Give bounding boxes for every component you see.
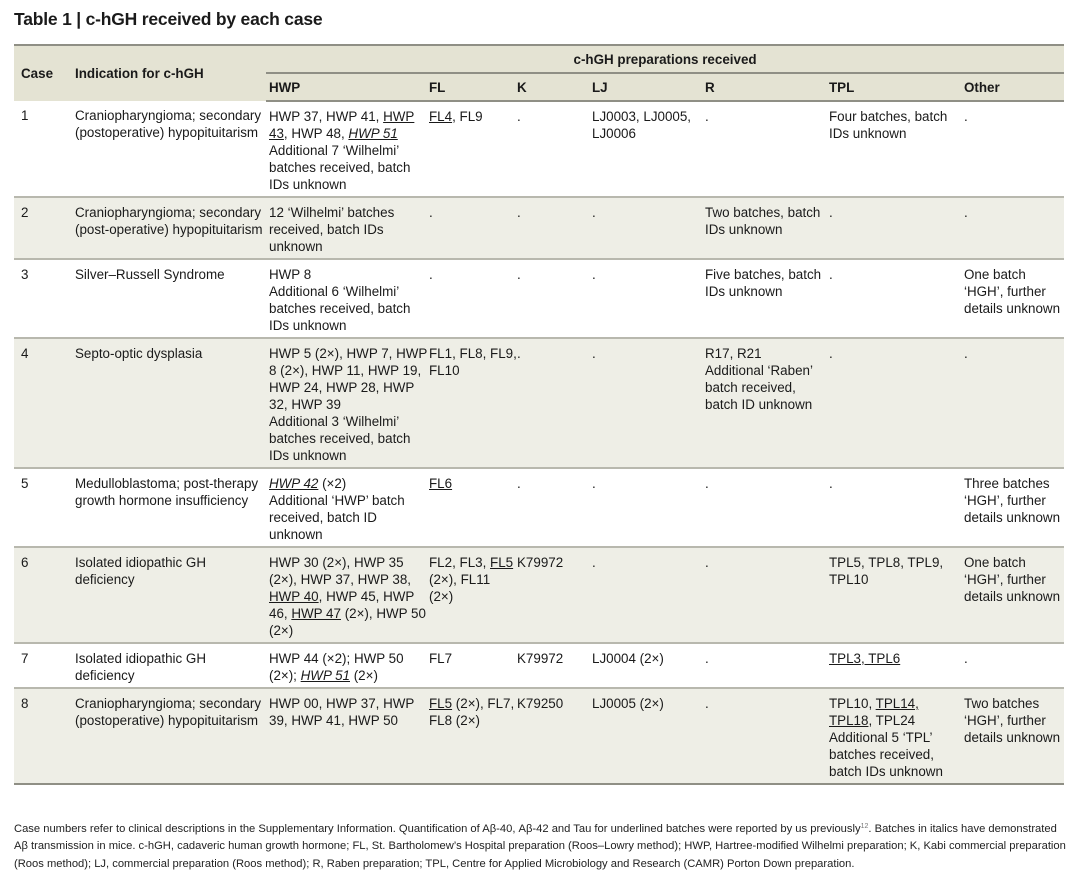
- table-row: [14, 688, 1064, 784]
- cell-r: .: [705, 651, 709, 666]
- cell-tpl: TPL5, TPL8, TPL9, TPL10: [829, 547, 964, 643]
- cell-k: K79972: [517, 547, 592, 643]
- cell-k: .: [517, 267, 521, 282]
- table-row: [14, 101, 1064, 197]
- reference-superscript: 12: [860, 823, 869, 830]
- header-group: c-hGH preparations received: [266, 45, 1064, 73]
- cell-lj: LJ0004 (2×): [592, 651, 664, 666]
- cell-hwp: HWP 8 Additional 6 ‘Wilhelmi’ batches received, batch IDs unknown: [269, 267, 411, 333]
- cell-case: 4: [14, 338, 71, 468]
- cell-case: 7: [21, 651, 29, 666]
- cell-case: 5: [21, 476, 29, 491]
- cell-r: .: [705, 547, 829, 643]
- cell-k: .: [517, 476, 521, 491]
- cell-indication: Septo-optic dysplasia: [71, 338, 266, 468]
- cell-fl: .: [429, 267, 433, 282]
- cell-r: Five batches, batch IDs unknown: [705, 267, 822, 299]
- cell-case: 3: [21, 267, 29, 282]
- cell-other: One batch ‘HGH’, further details unknown: [964, 547, 1064, 643]
- cell-indication: Craniopharyngioma; secondary (post-operative) hypopituitarism: [71, 197, 266, 259]
- table-row: [14, 643, 1064, 688]
- cell-fl: FL2, FL3, FL5 (2×), FL11 (2×): [429, 547, 517, 643]
- cell-indication: Craniopharyngioma; secondary (postoperative) hypopituitarism: [75, 108, 262, 140]
- cell-hwp: HWP 30 (2×), HWP 35 (2×), HWP 37, HWP 38, HWP 40, HWP 45, HWP 46, HWP 47 (2×), HWP 50 (2×): [266, 547, 429, 643]
- cell-hwp: HWP 37, HWP 41, HWP 43, HWP 48, HWP 51 Additional 7 ‘Wilhelmi’ batches received, batch IDs unknown: [269, 109, 415, 192]
- header-k: K: [517, 73, 592, 101]
- cell-other: .: [964, 109, 968, 124]
- cell-tpl: TPL10, TPL14, TPL18, TPL24 Additional 5 ‘TPL’ batches received, batch IDs unknown: [829, 688, 964, 784]
- cell-hwp: HWP 42 (×2) Additional ‘HWP’ batch received, batch ID unknown: [269, 476, 405, 542]
- cell-lj: LJ0003, LJ0005, LJ0006: [592, 109, 692, 141]
- cell-lj: .: [592, 547, 705, 643]
- cell-indication: Craniopharyngioma; secondary (postoperative) hypopituitarism: [71, 688, 266, 784]
- cell-k: K79972: [517, 651, 564, 666]
- cell-fl: .: [429, 197, 517, 259]
- header-lj: LJ: [592, 73, 705, 101]
- table-row: [14, 338, 1064, 468]
- cell-k: .: [517, 109, 521, 124]
- cell-hwp: 12 ‘Wilhelmi’ batches received, batch IDs unknown: [266, 197, 429, 259]
- table-title: Table 1 | c-hGH received by each case: [14, 9, 323, 29]
- cell-tpl: Four batches, batch IDs unknown: [829, 109, 948, 141]
- cell-lj: .: [592, 267, 596, 282]
- cell-fl: FL4, FL9: [429, 109, 483, 124]
- table-row: [14, 468, 1064, 547]
- cell-other: .: [964, 338, 1064, 468]
- cell-tpl: TPL3, TPL6: [829, 651, 901, 666]
- cell-other: Two batches ‘HGH’, further details unknown: [964, 688, 1064, 784]
- cell-other: .: [964, 651, 968, 666]
- cell-r: .: [705, 109, 709, 124]
- cell-tpl: .: [829, 476, 833, 491]
- cell-r: Two batches, batch IDs unknown: [705, 197, 829, 259]
- cell-tpl: .: [829, 267, 833, 282]
- cell-hwp: HWP 5 (2×), HWP 7, HWP 8 (2×), HWP 11, HWP 19, HWP 24, HWP 28, HWP 32, HWP 39 Additional 3 ‘Wilhelmi’ batches received, batch IDs unknown: [266, 338, 429, 468]
- table-footnote: Case numbers refer to clinical descriptions in the Supplementary Information. Quantification of Aβ-40, Aβ-42 and Tau for underlined batches were reported by us previously$^{12}$. Batches in italics have demonstrated Aβ transmission in mice. c-hGH, cadaveric human growth hormone; FL, St. Bartholomew’s Hospital preparation (Roos–Lowry method); HWP, Hartree-modified Wilhelmi preparation; K, Kabi commercial preparation (Roos method); LJ, commercial preparation (Roos method); R, Raben preparation; TPL, Centre for Applied Microbiology and Research (CAMR) Porton Down preparation.: [14, 823, 1066, 870]
- cell-case: 8: [14, 688, 71, 784]
- cell-tpl: .: [829, 197, 964, 259]
- cell-r: .: [705, 688, 829, 784]
- cell-other: Three batches ‘HGH’, further details unknown: [964, 476, 1061, 525]
- cell-fl: FL6: [429, 476, 453, 491]
- header-fl: FL: [429, 73, 517, 101]
- cell-k: .: [517, 197, 592, 259]
- cell-indication: Isolated idiopathic GH deficiency: [75, 651, 207, 683]
- cell-r: .: [705, 476, 709, 491]
- cell-case: 2: [14, 197, 71, 259]
- cell-other: One batch ‘HGH’, further details unknown: [964, 267, 1061, 316]
- header-other: Other: [964, 73, 1064, 101]
- cell-other: .: [964, 197, 1064, 259]
- header-case: Case: [14, 45, 71, 101]
- header-tpl: TPL: [829, 73, 964, 101]
- cell-case: 1: [21, 108, 29, 123]
- cell-case: 6: [14, 547, 71, 643]
- cell-fl: FL1, FL8, FL9, FL10: [429, 338, 517, 468]
- cell-hwp: HWP 44 (×2); HWP 50 (2×); HWP 51 (2×): [269, 651, 404, 683]
- table-row: [14, 197, 1064, 259]
- cell-k: K79250: [517, 688, 592, 784]
- cell-fl: FL7: [429, 651, 453, 666]
- cell-fl: FL5 (2×), FL7, FL8 (2×): [429, 688, 517, 784]
- cell-tpl: .: [829, 338, 964, 468]
- cell-lj: .: [592, 197, 705, 259]
- data-table: [14, 44, 1064, 785]
- cell-r: R17, R21 Additional ‘Raben’ batch received, batch ID unknown: [705, 338, 829, 468]
- table-row: [14, 259, 1064, 338]
- cell-lj: LJ0005 (2×): [592, 688, 705, 784]
- cell-hwp: HWP 00, HWP 37, HWP 39, HWP 41, HWP 50: [266, 688, 429, 784]
- cell-lj: .: [592, 338, 705, 468]
- header-hwp: HWP: [266, 73, 429, 101]
- table-row: [14, 547, 1064, 643]
- cell-k: .: [517, 338, 592, 468]
- cell-indication: Isolated idiopathic GH deficiency: [71, 547, 266, 643]
- cell-lj: .: [592, 476, 596, 491]
- header-r: R: [705, 73, 829, 101]
- cell-indication: Silver–Russell Syndrome: [75, 267, 225, 282]
- cell-indication: Medulloblastoma; post-therapy growth hormone insufficiency: [75, 476, 259, 508]
- header-indication: Indication for c-hGH: [71, 45, 266, 101]
